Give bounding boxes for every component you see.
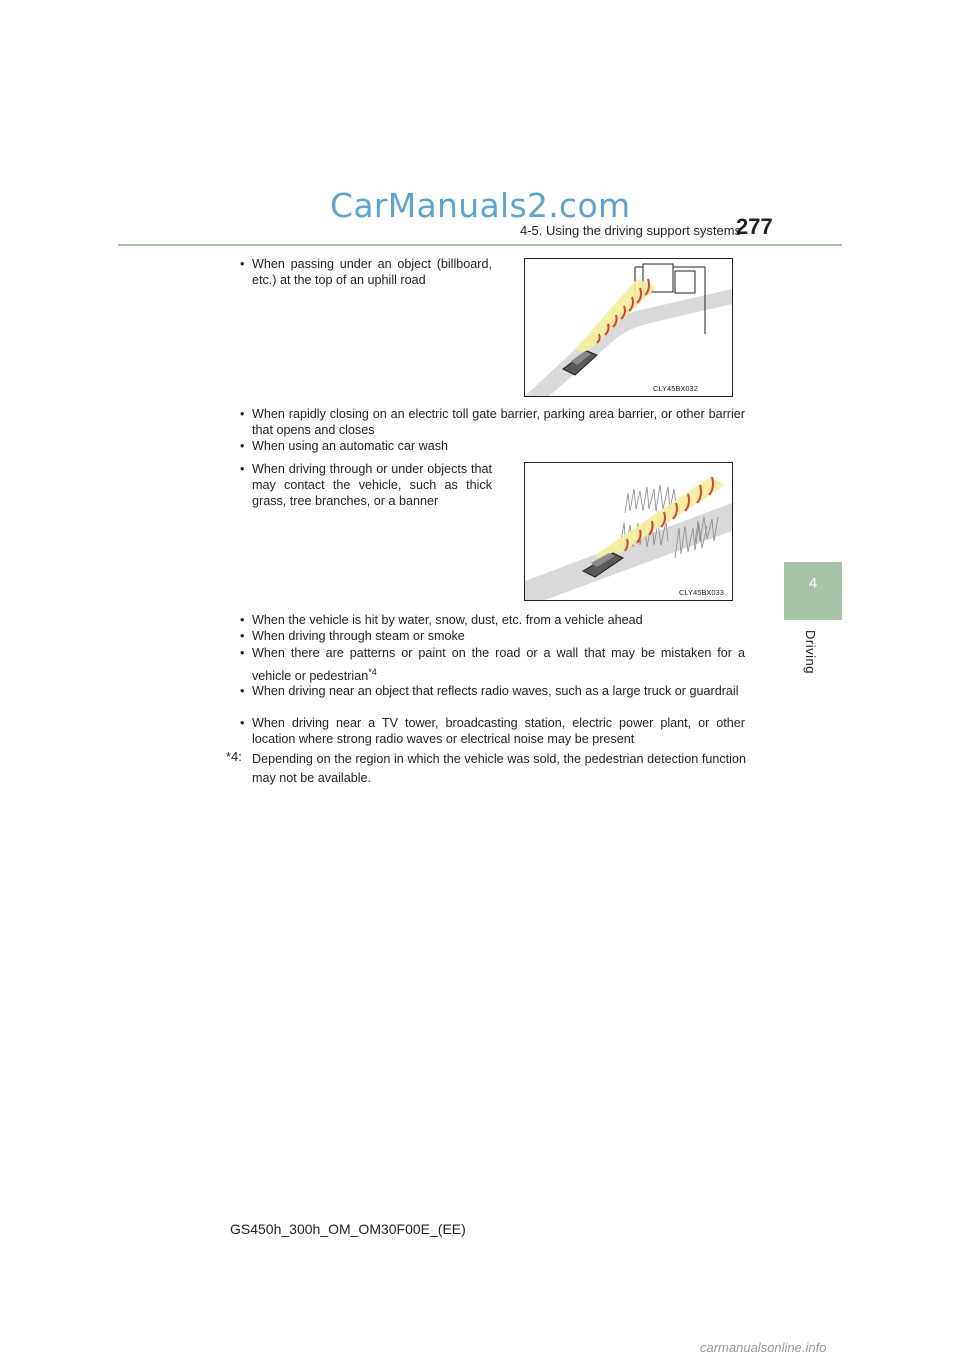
bullet-text: When driving through or under objects that may contact the vehicle, such as thick grass, tree branches, or a banner (252, 462, 492, 508)
bullet-dot: • (240, 684, 245, 698)
bullet-text: When driving through steam or smoke (252, 629, 465, 643)
footnote-ref: *4 (368, 667, 377, 677)
footnote-text: Depending on the region in which the vehicle was sold, the pedestrian detection function may not be available. (252, 752, 746, 785)
bullet-item (240, 715, 745, 747)
footnote (226, 750, 746, 788)
bullet-dot: • (240, 646, 245, 660)
bullet-text: When passing under an object (billboard, etc.) at the top of an uphill road (252, 257, 492, 287)
footnote-mark: *4: (226, 749, 242, 764)
watermark-logo: CarManuals2.com (330, 186, 631, 225)
bullet-dot: • (240, 716, 245, 730)
side-tab-number: 4 (808, 575, 818, 592)
bullet-item (240, 406, 745, 438)
bullet-dot: • (240, 462, 245, 476)
bullet-item (240, 256, 492, 288)
bullet-text: When the vehicle is hit by water, snow, dust, etc. from a vehicle ahead (252, 613, 643, 627)
illustration-code: CLY45BX033 (679, 588, 724, 597)
side-tab-label: Driving (803, 630, 818, 674)
bullet-item (240, 644, 745, 686)
section-title: 4-5. Using the driving support systems (520, 223, 742, 238)
bullet-item (240, 461, 492, 509)
bullet-text: When driving near a TV tower, broadcasting station, electric power plant, or other location where strong radio waves or electrical noise may be present (252, 716, 745, 746)
illustration-code: CLY45BX032 (653, 384, 698, 393)
footer-site: carmanualsonline.info (700, 1340, 827, 1355)
bullet-text: When there are patterns or paint on the road or a wall that may be mistaken for a vehicle or pedestrian (252, 646, 745, 684)
bullet-text: When rapidly closing on an electric toll gate barrier, parking area barrier, or other barrier that opens and closes (252, 407, 745, 437)
bullet-item (240, 612, 745, 628)
illustration-billboard (524, 258, 733, 397)
bullet-text: When using an automatic car wash (252, 439, 449, 453)
page-number: 277 (736, 214, 773, 239)
illustration-grass (524, 462, 733, 601)
bullet-dot: • (240, 257, 245, 271)
bullet-item (240, 628, 745, 644)
bullet-dot: • (240, 439, 245, 453)
bullet-dot: • (240, 629, 245, 643)
header-rule (118, 244, 842, 246)
bullet-text: When driving near an object that reflects radio waves, such as a large truck or guardrail (252, 684, 739, 698)
bullet-dot: • (240, 613, 245, 627)
bullet-dot: • (240, 407, 245, 421)
bullet-item (240, 438, 745, 454)
bullet-item (240, 683, 745, 699)
footer-doc-code: GS450h_300h_OM_OM30F00E_(EE) (230, 1221, 466, 1237)
